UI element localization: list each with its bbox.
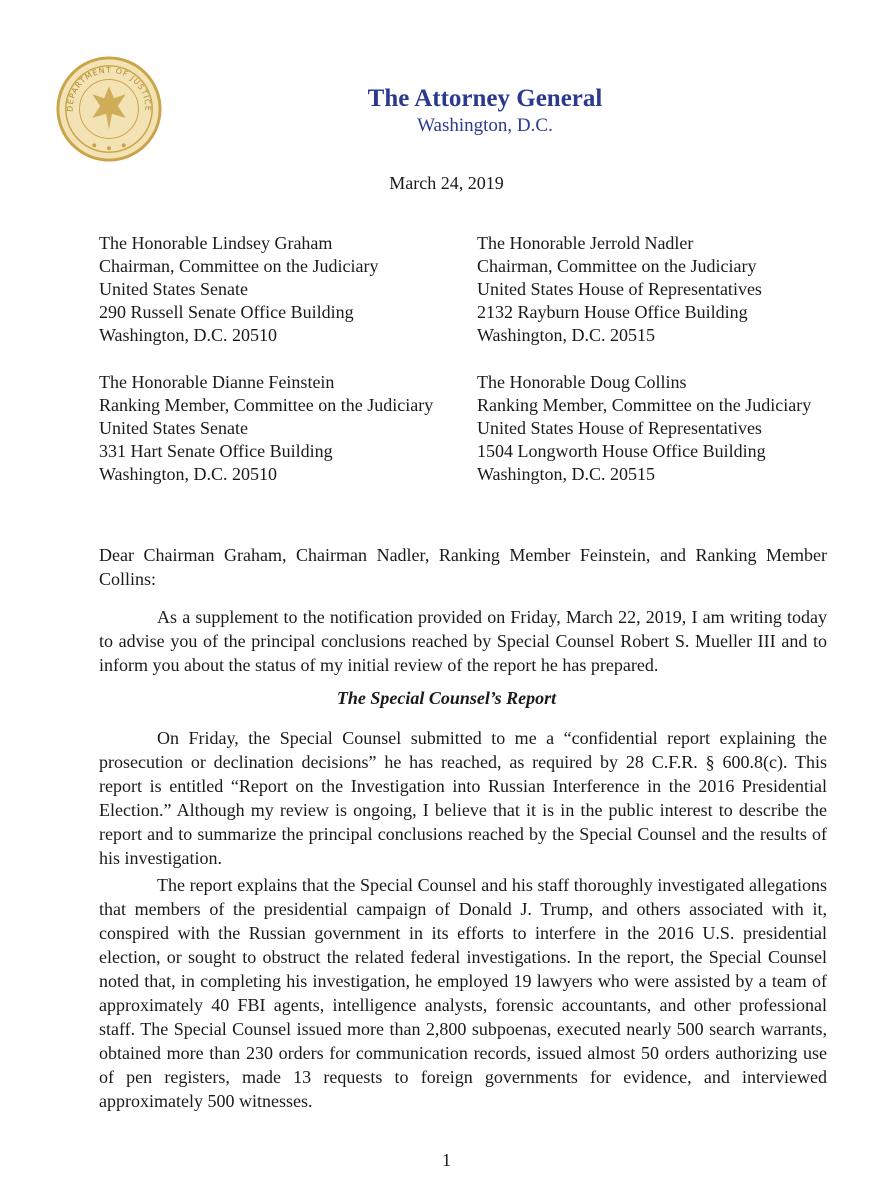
address-line: Washington, D.C. 20510 <box>99 325 278 345</box>
paragraph-report-description: On Friday, the Special Counsel submitted to me a “confidential report explaining the prosecution or declination decisions” he has reached, as required by 28 C.F.R. § 600.8(c). This report is entitled “Report on the Investigation into Russian Interference in the 2016 Presidential Election.” Although my review is ongoing, I believe that it is in the public interest to describe the report and to summarize the principal conclusions reached by the Special Counsel and the results of his investigation. <box>99 728 827 868</box>
address-line: Chairman, Committee on the Judiciary <box>477 256 757 276</box>
address-line: United States House of Representatives <box>477 279 762 299</box>
recipient-address-collins <box>477 371 811 486</box>
page-number: 1 <box>442 1150 451 1170</box>
recipient-address-feinstein <box>99 371 433 486</box>
address-line: Washington, D.C. 20515 <box>477 464 656 484</box>
paragraph-intro: As a supplement to the notification provided on Friday, March 22, 2019, I am writing today to advise you of the principal conclusions reached by Special Counsel Robert S. Mueller III and to inform you about the status of my initial review of the report he has prepared. <box>99 607 827 675</box>
recipient-address-graham <box>99 232 378 347</box>
address-line: 2132 Rayburn House Office Building <box>477 302 748 322</box>
address-line: Ranking Member, Committee on the Judiciary <box>99 395 434 415</box>
letterhead-title: The Attorney General <box>367 85 603 112</box>
address-line: United States Senate <box>99 418 248 438</box>
salutation: Dear Chairman Graham, Chairman Nadler, Ranking Member Feinstein, and Ranking Member Collins: <box>99 545 827 589</box>
address-line: 331 Hart Senate Office Building <box>99 441 333 461</box>
address-line: The Honorable Lindsey Graham <box>99 233 333 253</box>
paragraph-investigation-scope: The report explains that the Special Counsel and his staff thoroughly investigated allegations that members of the presidential campaign of Donald J. Trump, and others associated with it, conspired with the Russian government in its efforts to interfere in the 2016 U.S. presidential election, or sought to obstruct the related federal investigations. In the report, the Special Counsel noted that, in completing his investigation, he employed 19 lawyers who were assisted by a team of approximately 40 FBI agents, intelligence analysts, forensic accountants, and other professional staff. The Special Counsel issued more than 2,800 subpoenas, executed nearly 500 search warrants, obtained more than 230 orders for communication records, issued almost 50 orders authorizing use of pen registers, made 13 requests to foreign governments for evidence, and interviewed approximately 500 witnesses. <box>99 875 827 1111</box>
address-line: United States House of Representatives <box>477 418 762 438</box>
address-line: Ranking Member, Committee on the Judiciary <box>477 395 812 415</box>
address-line: The Honorable Dianne Feinstein <box>99 372 335 392</box>
address-line: 1504 Longworth House Office Building <box>477 441 766 461</box>
doj-seal-icon <box>55 55 163 163</box>
address-line: Washington, D.C. 20515 <box>477 325 656 345</box>
section-heading: The Special Counsel’s Report <box>336 688 557 708</box>
address-line: 290 Russell Senate Office Building <box>99 302 354 322</box>
letterhead-subtitle: Washington, D.C. <box>417 115 553 136</box>
recipient-address-nadler <box>477 232 762 347</box>
address-line: United States Senate <box>99 279 248 299</box>
letter-date: March 24, 2019 <box>389 173 504 193</box>
address-line: Washington, D.C. 20510 <box>99 464 278 484</box>
address-line: The Honorable Jerrold Nadler <box>477 233 694 253</box>
address-line: The Honorable Doug Collins <box>477 372 687 392</box>
letterhead <box>300 84 670 138</box>
address-line: Chairman, Committee on the Judiciary <box>99 256 379 276</box>
seal-text: DEPARTMENT OF JUSTICE <box>65 65 153 112</box>
